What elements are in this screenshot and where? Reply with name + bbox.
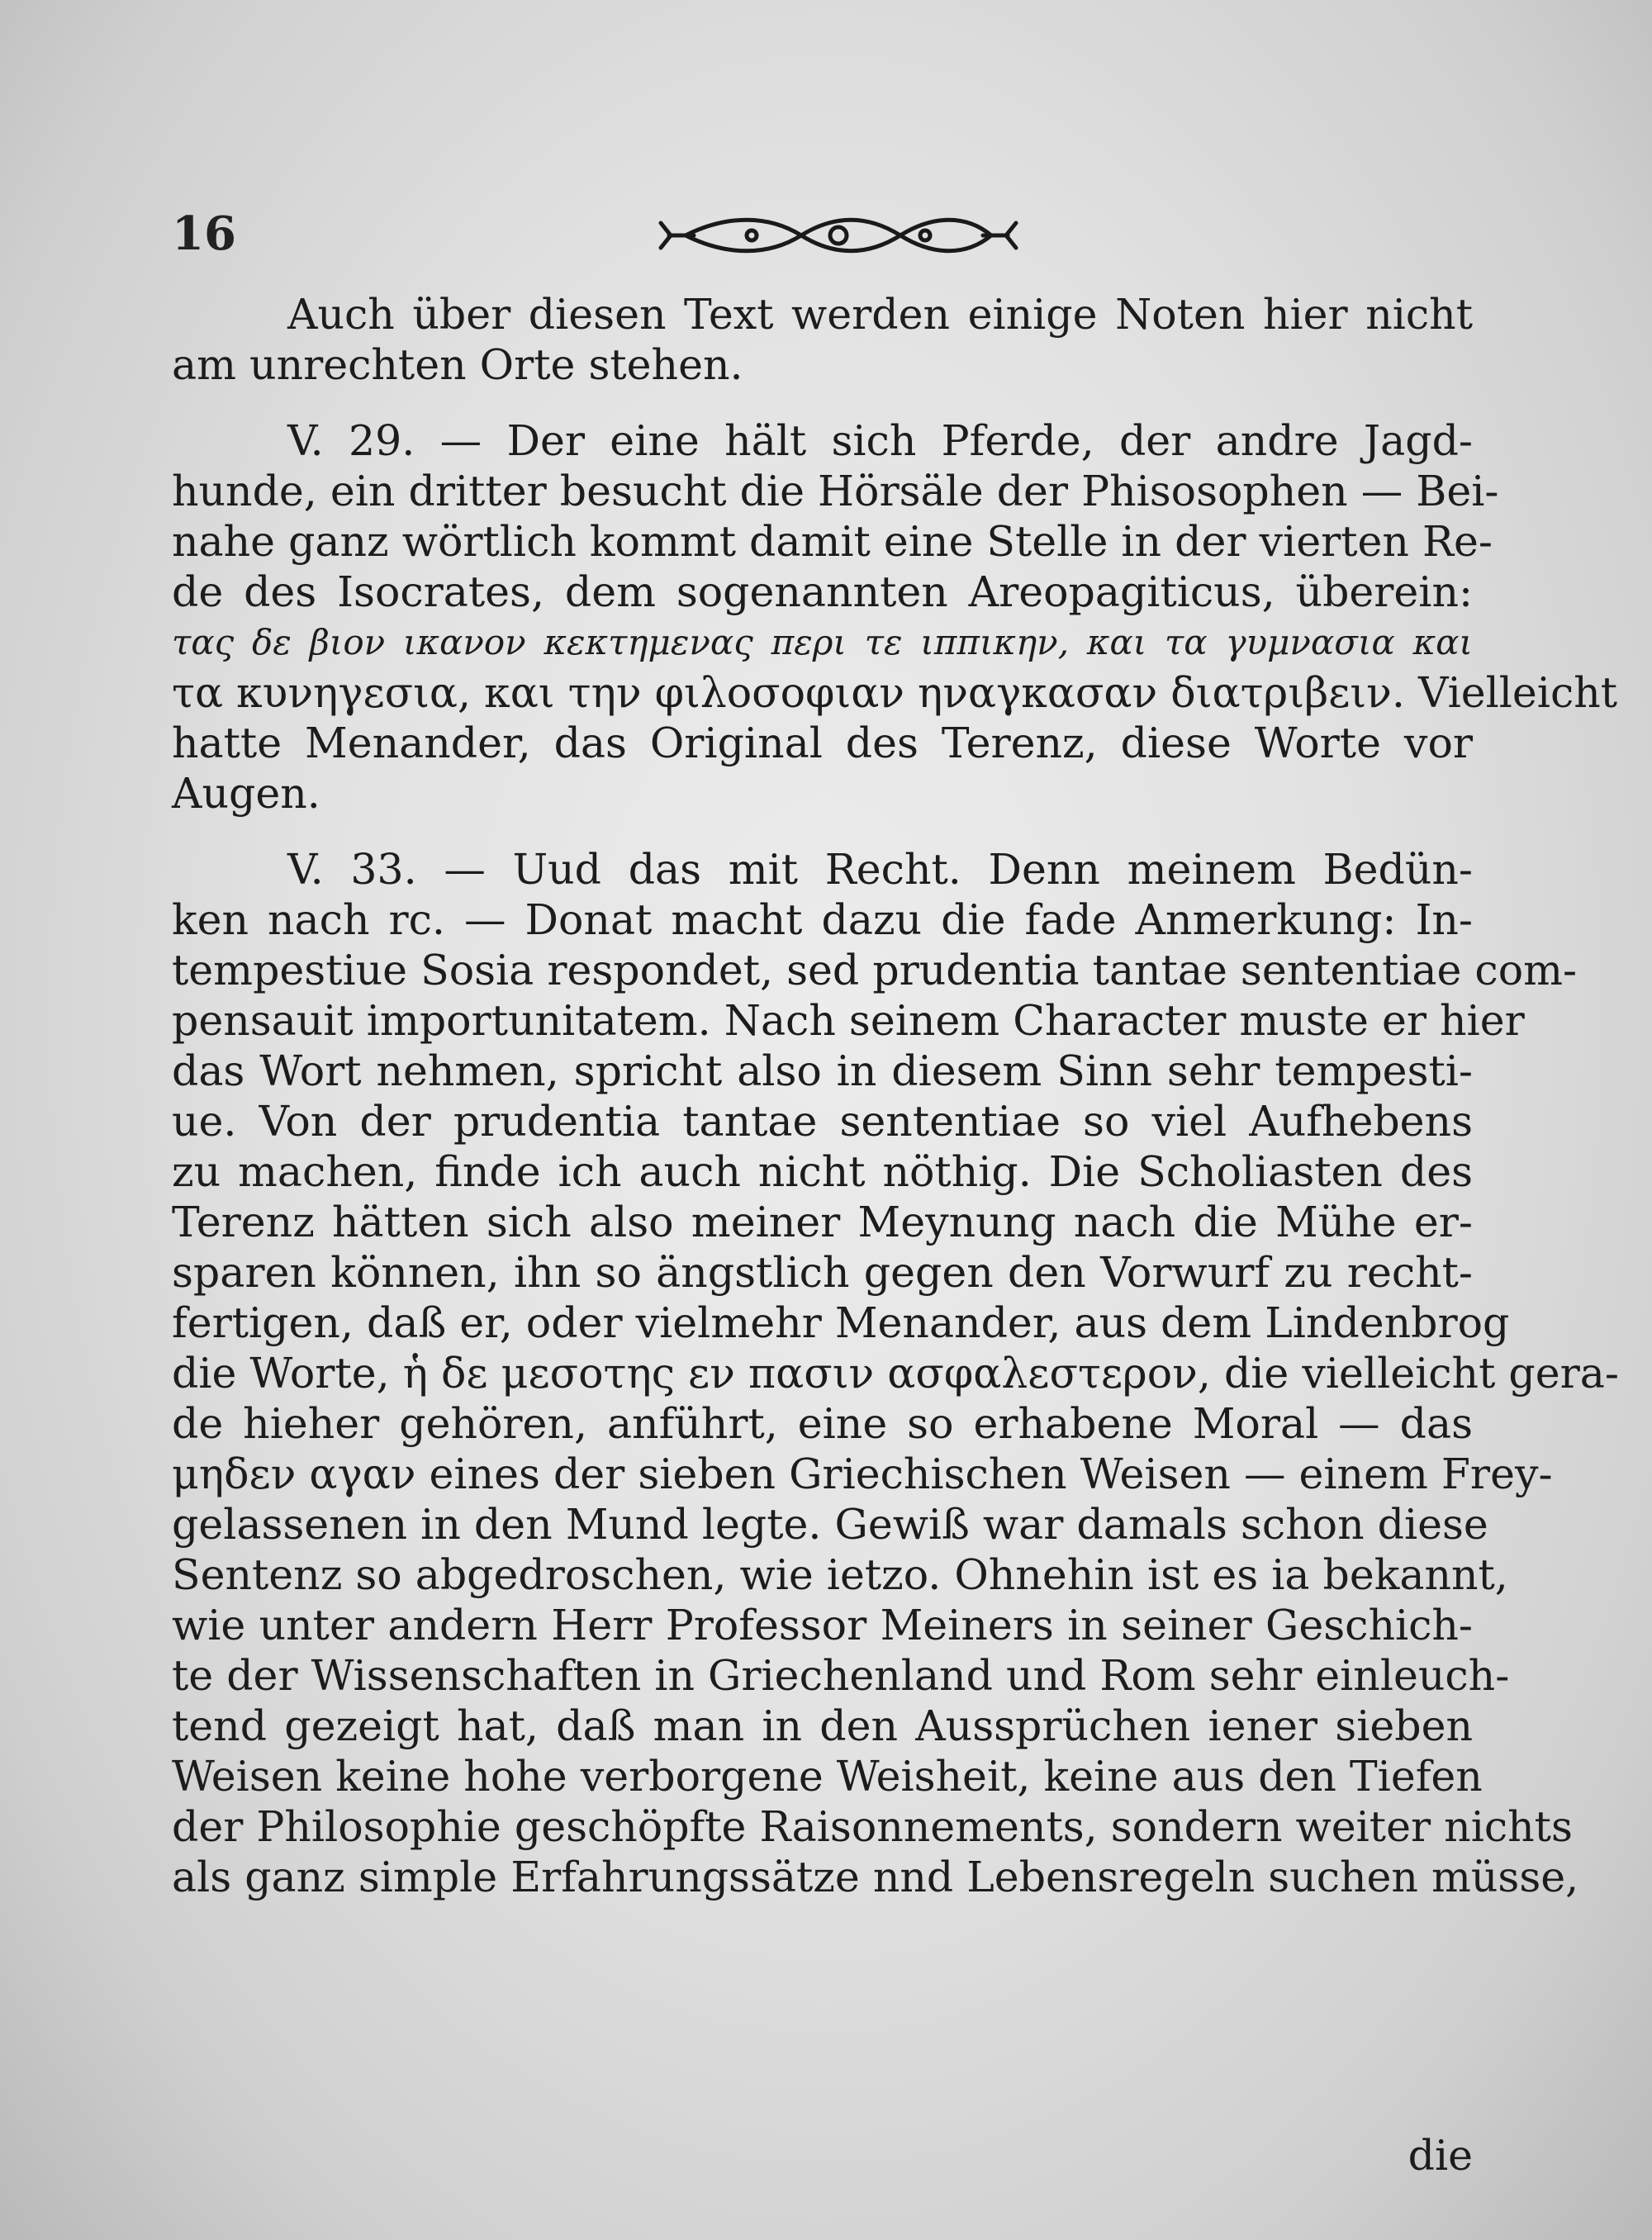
text-line: ue. Von der prudentia tantae sententiae so viel Aufhebens [172, 1097, 1473, 1146]
text-line: gelassenen in den Mund legte. Gewiß war damals schon diese [172, 1500, 1488, 1549]
text-line: V. 29. — Der eine hält sich Pferde, der andre Jagd- [287, 416, 1473, 465]
page-number: 16 [172, 206, 236, 261]
text-line: ken nach rc. — Donat macht dazu die fade Anmerkung: In- [172, 895, 1473, 944]
text-line: das Wort nehmen, spricht also in diesem Sinn sehr tempesti- [172, 1046, 1473, 1095]
text-line: Sentenz so abgedroschen, wie ietzo. Ohnehin ist es ia bekannt, [172, 1550, 1508, 1599]
text-line: Weisen keine hohe verborgene Weisheit, keine aus den Tiefen [172, 1752, 1483, 1801]
text-line: Terenz hätten sich also meiner Meynung nach die Mühe er- [172, 1198, 1473, 1246]
catchword: die [1408, 2131, 1473, 2180]
text-line: sparen können, ihn so ängstlich gegen den Vorwurf zu recht- [172, 1248, 1473, 1297]
text-line: hunde, ein dritter besucht die Hörsäle der Phisosophen — Bei- [172, 467, 1499, 515]
paragraph-3 [172, 844, 1619, 1902]
text-line: Augen. [172, 769, 320, 818]
text-line: μηδεν αγαν eines der sieben Griechischen Weisen — einem Frey- [172, 1450, 1553, 1498]
text-line: nahe ganz wörtlich kommt damit eine Stelle in der vierten Re- [172, 517, 1493, 566]
text-line: zu machen, finde ich auch nicht nöthig. Die Scholiasten des [172, 1147, 1473, 1196]
text-line: die Worte, ἡ δε μεσοτης εν πασιν ασφαλεστερον, die vielleicht gera- [172, 1349, 1619, 1398]
text-line: tend gezeigt hat, daß man in den Aussprüchen iener sieben [172, 1701, 1473, 1750]
text-line: als ganz simple Erfahrungssätze nnd Lebensregeln suchen müsse, [172, 1853, 1579, 1901]
main-text [172, 289, 1619, 1928]
text-line: te der Wissenschaften in Griechenland und Rom sehr einleuch- [172, 1651, 1510, 1700]
paragraph-2 [172, 415, 1618, 819]
text-line: hatte Menander, das Original des Terenz, diese Worte vor [172, 719, 1473, 767]
ornament-divider-icon [653, 198, 1024, 273]
text-line: am unrechten Orte stehen. [172, 340, 743, 389]
text-line: de hieher gehören, anführt, eine so erhabene Moral — das [172, 1399, 1473, 1448]
paragraph-1 [172, 289, 1473, 390]
text-line: wie unter andern Herr Professor Meiners in seiner Geschich- [172, 1601, 1473, 1649]
text-line: de des Isocrates, dem sogenannten Areopagiticus, überein: [172, 567, 1473, 616]
text-line: tempestiue Sosia respondet, sed prudentia tantae sententiae com- [172, 946, 1578, 994]
text-line: Auch über diesen Text werden einige Noten hier nicht [287, 290, 1473, 339]
text-line: pensauit importunitatem. Nach seinem Character muste er hier [172, 996, 1525, 1045]
text-line: V. 33. — Uud das mit Recht. Denn meinem Bedün- [287, 845, 1473, 894]
text-line: fertigen, daß er, oder vielmehr Menander, aus dem Lindenbrog [172, 1298, 1510, 1347]
text-line: τα κυνηγεσια, και την φιλοσοφιαν ηναγκασαν διατριβειν. Vielleicht [172, 668, 1618, 717]
text-line-greek: τας δε βιον ικανον κεκτημενας περι τε ιππικην, και τα γυμνασια και [172, 622, 1473, 662]
text-line: der Philosophie geschöpfte Raisonnements, sondern weiter nichts [172, 1802, 1573, 1851]
